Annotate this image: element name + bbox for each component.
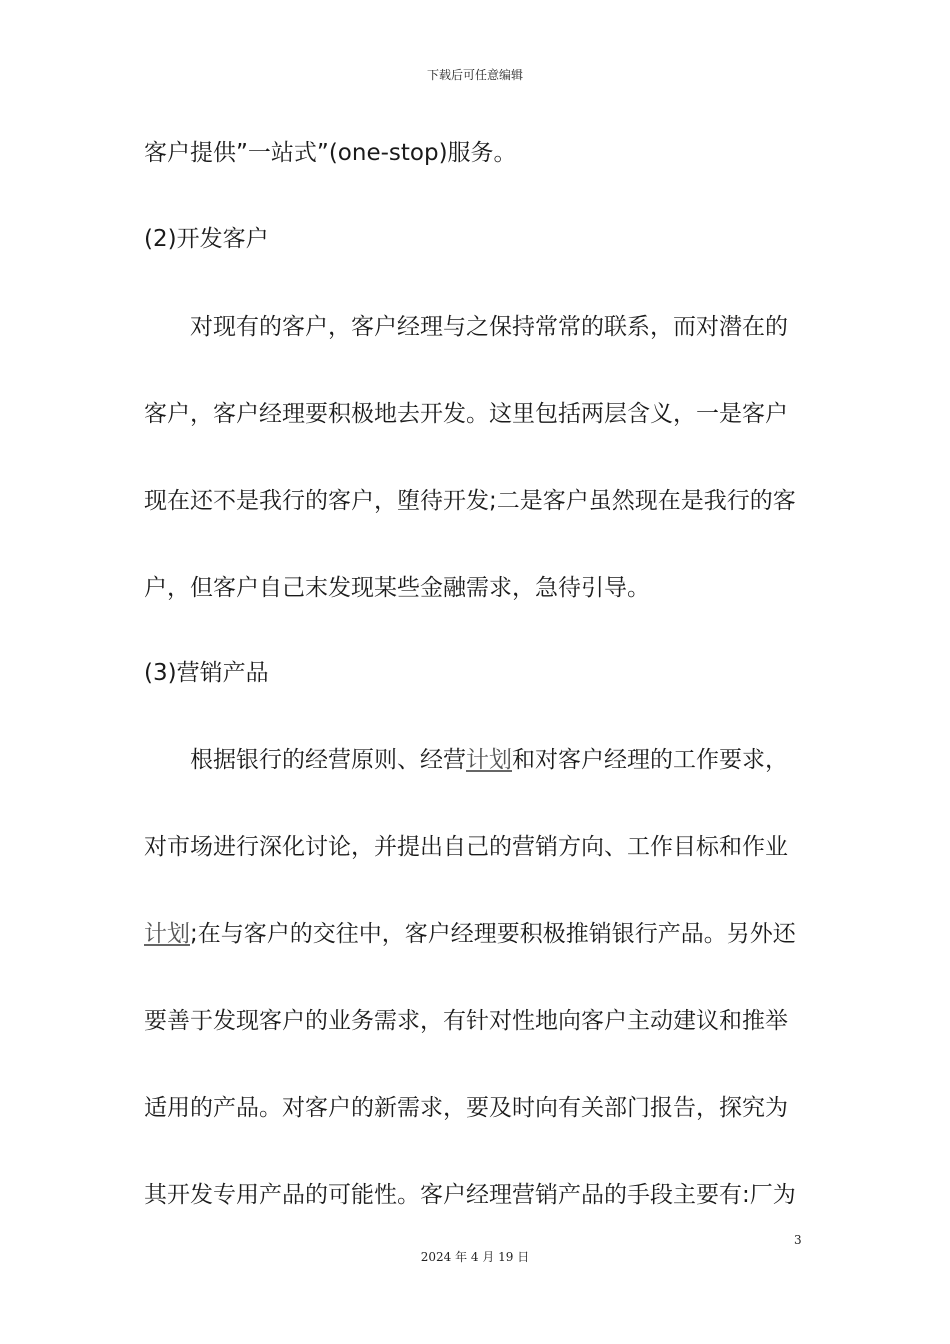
paragraph-line: 要善于发现客户的业务需求，有针对性地向客户主动建议和推举 bbox=[144, 1008, 788, 1034]
plan-link[interactable]: 计划 bbox=[144, 921, 190, 947]
paragraph-line: 适用的产品。对客户的新需求，要及时向有关部门报告，探究为 bbox=[144, 1095, 788, 1121]
paragraph-line: 其开发专用产品的可能性。客户经理营销产品的手段主要有:厂为 bbox=[144, 1182, 796, 1208]
text-segment: ;在与客户的交往中，客户经理要积极推销银行产品。另外还 bbox=[190, 921, 796, 947]
paragraph-line: 对市场进行深化讨论，并提出自己的营销方向、工作目标和作业 bbox=[144, 834, 788, 860]
footer-date: 2024 年 4 月 19 日 bbox=[420, 1250, 530, 1264]
text-segment: 和对客户经理的工作要求， bbox=[512, 747, 788, 773]
section-heading-develop-customers: (2)开发客户 bbox=[144, 226, 269, 252]
paragraph-line: 户，但客户自己末发现某些金融需求，急待引导。 bbox=[144, 575, 650, 601]
paragraph-line bbox=[144, 919, 796, 949]
plan-link[interactable]: 计划 bbox=[466, 747, 512, 773]
paragraph-line bbox=[190, 745, 788, 775]
paragraph-line: 对现有的客户，客户经理与之保持常常的联系，而对潜在的 bbox=[190, 314, 788, 340]
page-header: 下载后可任意编辑 bbox=[426, 68, 523, 82]
page-number: 3 bbox=[794, 1233, 802, 1247]
paragraph-line: 客户，客户经理要积极地去开发。这里包括两层含义，一是客户 bbox=[144, 401, 788, 427]
paragraph-line: 客户提供”一站式”(one-stop)服务。 bbox=[144, 140, 517, 166]
section-heading-market-products: (3)营销产品 bbox=[144, 660, 269, 686]
paragraph-line: 现在还不是我行的客户，堕待开发;二是客户虽然现在是我行的客 bbox=[144, 488, 796, 514]
text-segment: 根据银行的经营原则、经营 bbox=[190, 747, 466, 773]
